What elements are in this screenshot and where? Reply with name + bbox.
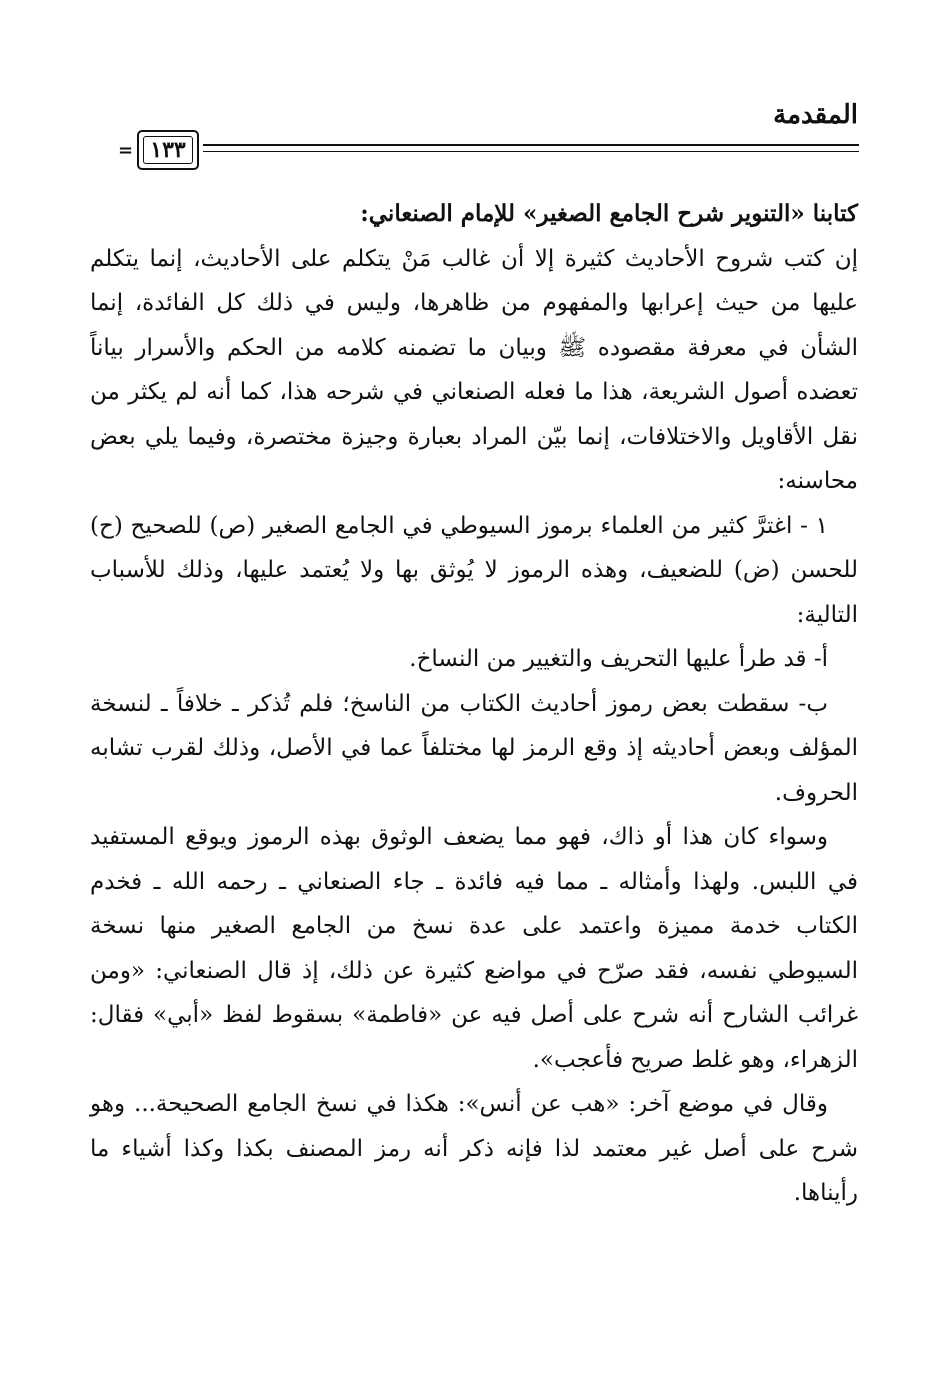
header-rule-line bbox=[203, 151, 859, 152]
running-title: المقدمة bbox=[773, 100, 858, 130]
paragraph: ب- سقطت بعض رموز أحاديث الكتاب من الناسخ؛ فلم تُذكر ـ خلافاً ـ لنسخة المؤلف وبعض أحاديثه إذ وقع الرمز لها مختلفاً عما في الأصل، وذلك لقرب تشابه الحروف. bbox=[90, 690, 858, 806]
header-rule-line bbox=[203, 144, 859, 146]
paragraph: أ- قد طرأ عليها التحريف والتغيير من النساخ. bbox=[409, 646, 828, 672]
paragraph: وقال في موضع آخر: «هب عن أنس»: هكذا في نسخ الجامع الصحيحة... وهو شرح على أصل غير معتمد لذا فإنه ذكر أنه رمز المصنف بكذا وكذا أشياء ما رأيناها. bbox=[90, 1091, 858, 1206]
body-text bbox=[90, 192, 858, 1216]
page-number-box bbox=[137, 130, 199, 170]
paragraph: ١ - اغترَّ كثير من العلماء برموز السيوطي في الجامع الصغير (ص) للصحيح (ح) للحسن (ض) للضعيف، وهذه الرموز لا يُوثق بها ولا يُعتمد عليها، وذلك للأسباب التالية: bbox=[90, 512, 858, 628]
page-number-ornament: = bbox=[118, 140, 134, 161]
paragraph: إن كتب شروح الأحاديث كثيرة إلا أن غالب مَنْ يتكلم على الأحاديث، إنما يتكلم عليها من حيث إعرابها والمفهوم من ظاهرها، وليس في ذلك كل الفائدة، إنما الشأن في معرفة مقصوده ﷺ وبيان ما تضمنه كلامه من الحكم والأسرار بياناً تعضده أصول الشريعة، هذا ما فعله الصنعاني في شرحه هذا، كما أنه لم يكثر من نقل الأقاويل والاختلافات، إنما بيّن المراد بعبارة وجيزة مختصرة، وفيما يلي بعض محاسنه: bbox=[90, 245, 858, 494]
section-heading: كتابنا «التنوير شرح الجامع الصغير» للإمام الصنعاني: bbox=[360, 200, 858, 227]
paragraph: وسواء كان هذا أو ذاك، فهو مما يضعف الوثوق بهذه الرموز ويوقع المستفيد في اللبس. ولهذا وأمثاله ـ مما فيه فائدة ـ جاء الصنعاني ـ رحمه الله ـ فخدم الكتاب خدمة مميزة واعتمد على عدة نسخ من الجامع الصغير منها نسخة السيوطي نفسه، فقد صرّح في مواضع كثيرة عن ذلك، إذ قال الصنعاني: «ومن غرائب الشارح أنه شرح على أصل فيه عن «فاطمة» بسقوط لفظ «أبي» فقال: الزهراء، وهو غلط صريح فأعجب». bbox=[90, 824, 858, 1073]
header-rule bbox=[203, 144, 859, 157]
page-number: ١٣٣ bbox=[150, 137, 186, 163]
